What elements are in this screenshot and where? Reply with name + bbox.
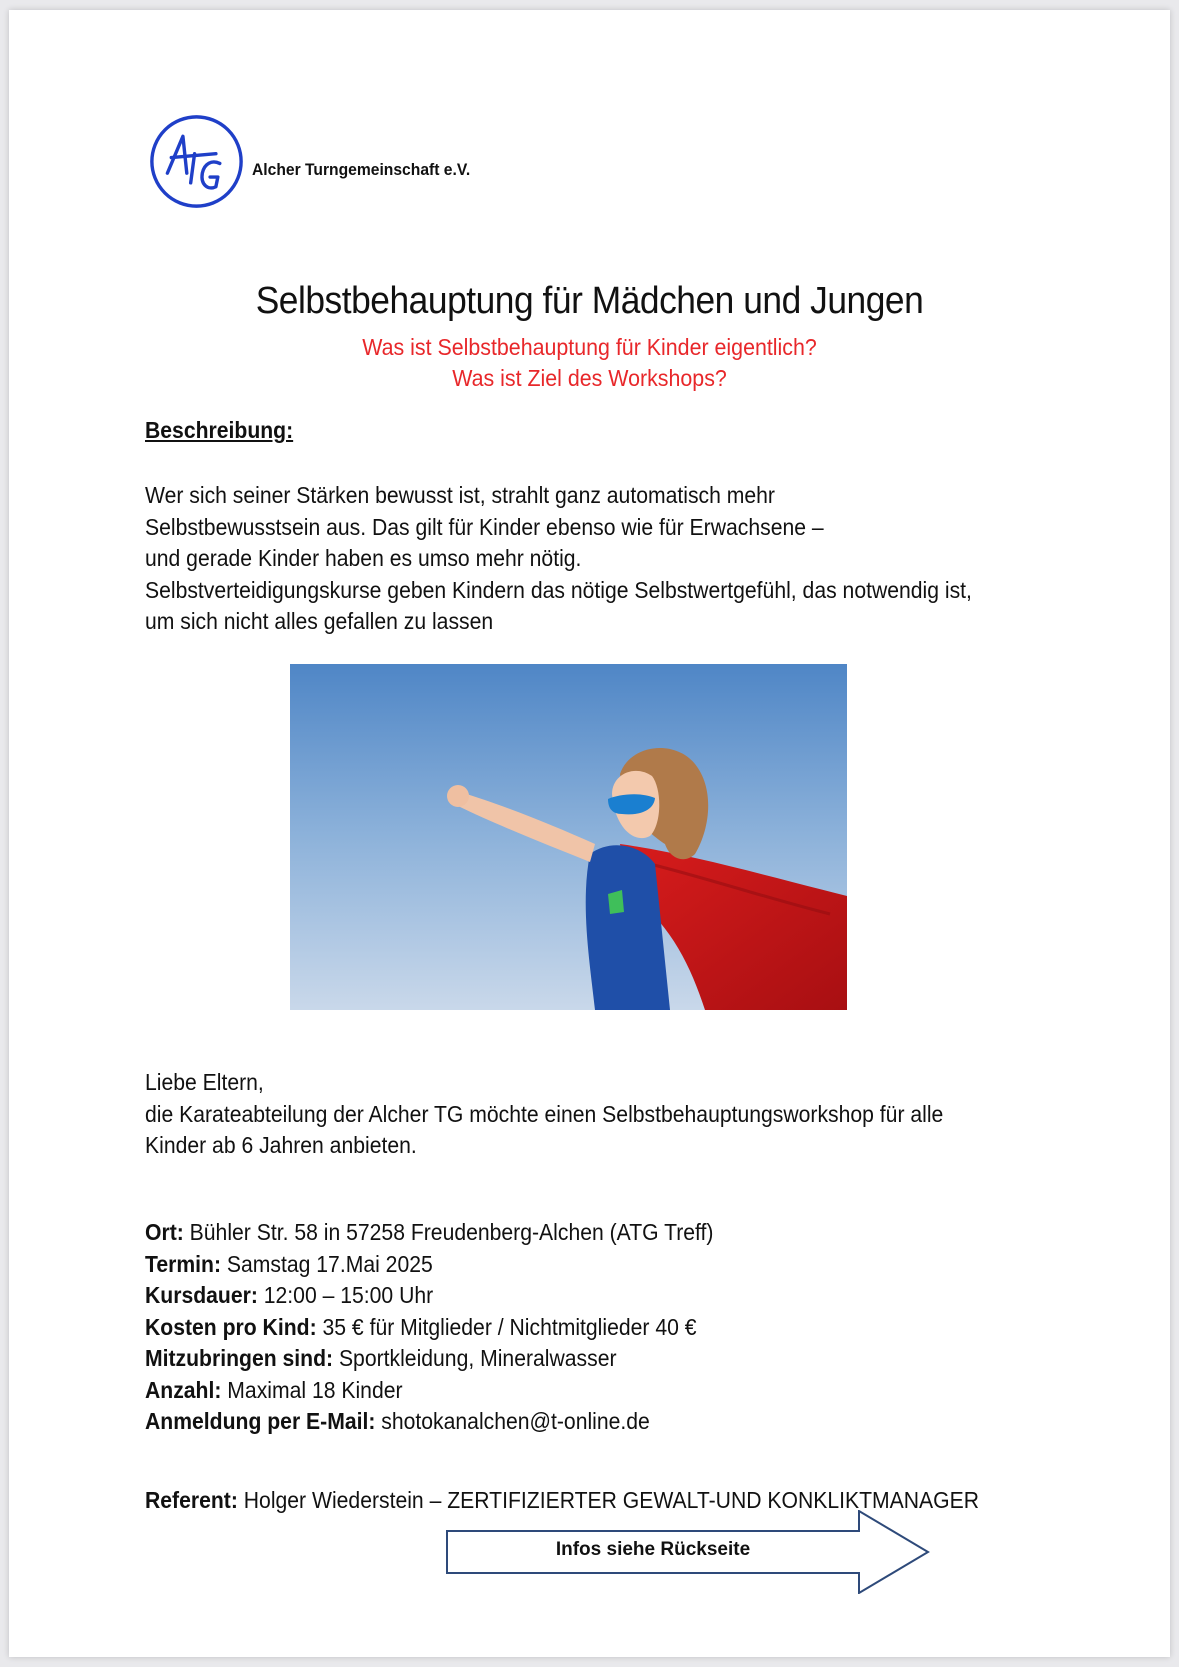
- organization-name: Alcher Turngemeinschaft e.V.: [252, 160, 471, 179]
- detail-registration: Anmeldung per E-Mail: shotokanalchen@t-online.de: [145, 1408, 650, 1434]
- event-details: [145, 1217, 713, 1438]
- description-text: [145, 480, 972, 638]
- description-line: Selbstbewusstsein aus. Das gilt für Kinder ebenso wie für Erwachsene –: [145, 513, 824, 540]
- registration-email: shotokanalchen@t-online.de: [381, 1408, 650, 1434]
- subtitle-question-1: Was ist Selbstbehauptung für Kinder eigentlich?: [362, 334, 817, 360]
- detail-duration: Kursdauer: 12:00 – 15:00 Uhr: [145, 1282, 434, 1308]
- description-line: und gerade Kinder haben es umso mehr nötig.: [145, 545, 582, 571]
- detail-count: Anzahl: Maximal 18 Kinder: [145, 1376, 403, 1403]
- flyer-page: [9, 10, 1170, 1657]
- page-title: Selbstbehauptung für Mädchen und Jungen: [255, 280, 924, 322]
- detail-date: Termin: Samstag 17.Mai 2025: [145, 1250, 433, 1277]
- detail-location: Ort: Bühler Str. 58 in 57258 Freudenberg-Alchen (ATG Treff): [145, 1219, 714, 1245]
- intro-line: die Karateabteilung der Alcher TG möchte einen Selbstbehauptungsworkshop für alle: [145, 1100, 944, 1127]
- atg-logo: [148, 113, 245, 210]
- intro-line: Kinder ab 6 Jahren anbieten.: [145, 1132, 417, 1158]
- description-line: um sich nicht alles gefallen zu lassen: [145, 608, 494, 634]
- description-line: Selbstverteidigungskurse geben Kindern das nötige Selbstwertgefühl, das notwendig ist,: [145, 576, 972, 603]
- intro-text: [145, 1067, 943, 1162]
- description-line: Wer sich seiner Stärken bewusst ist, strahlt ganz automatisch mehr: [145, 482, 775, 508]
- back-page-note: Infos siehe Rückseite: [555, 1539, 751, 1560]
- superhero-child-photo: [290, 664, 847, 1010]
- referent-line: Referent: Holger Wiederstein – ZERTIFIZIERTER GEWALT-UND KONKLIKTMANAGER: [145, 1487, 980, 1513]
- detail-cost: Kosten pro Kind: 35 € für Mitglieder / Nichtmitglieder 40 €: [145, 1313, 697, 1340]
- subtitle-question-2: Was ist Ziel des Workshops?: [452, 365, 727, 391]
- detail-bring: Mitzubringen sind: Sportkleidung, Mineralwasser: [145, 1345, 617, 1371]
- description-heading: Beschreibung:: [145, 417, 294, 443]
- intro-line: Liebe Eltern,: [145, 1069, 264, 1095]
